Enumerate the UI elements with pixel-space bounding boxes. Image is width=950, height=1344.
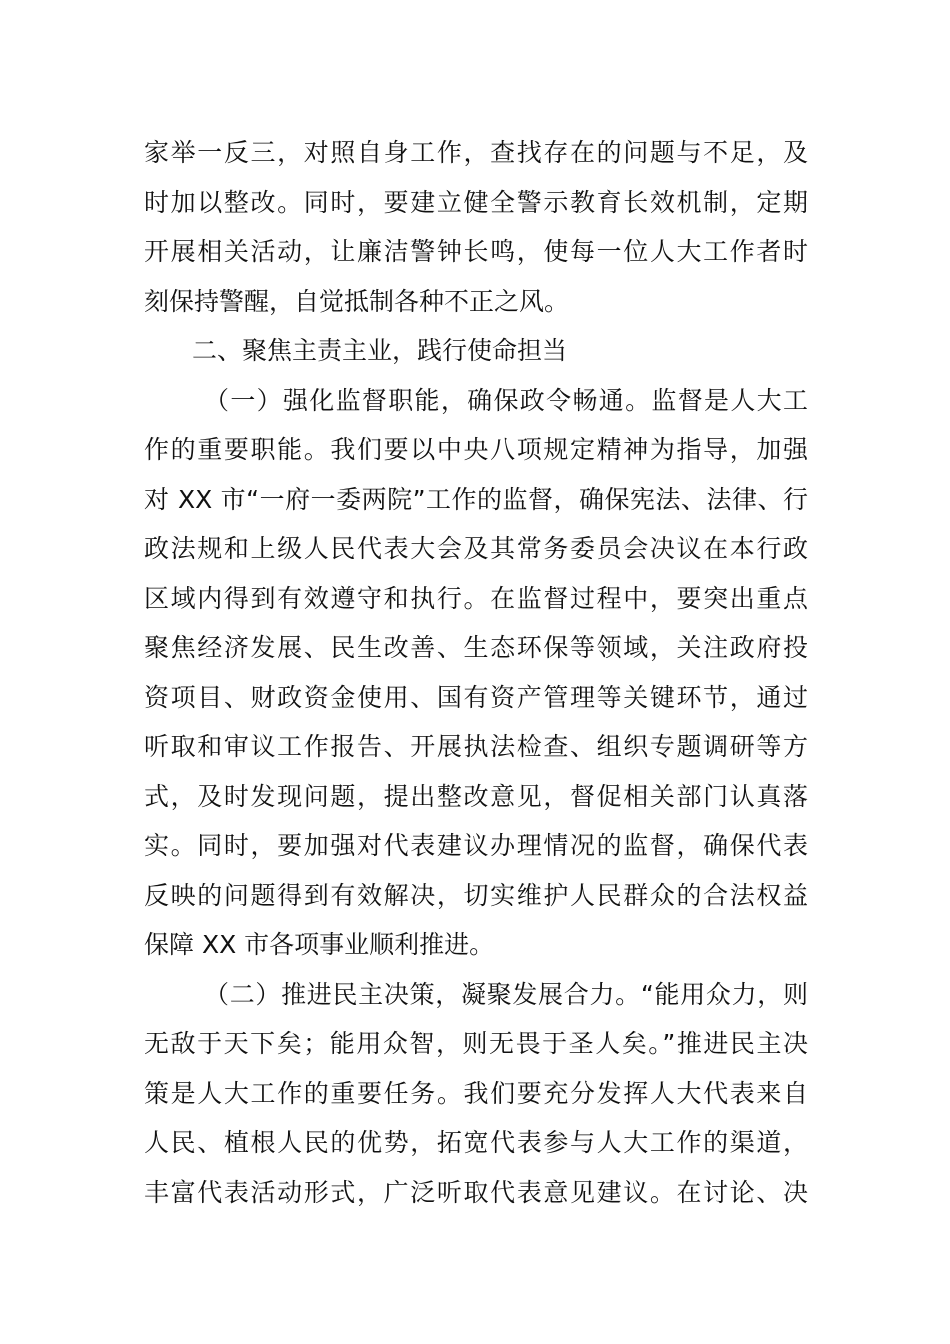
text-line: 政法规和上级人民代表大会及其常务委员会决议在本行政	[144, 534, 808, 563]
text-line: 家举一反三，对照自身工作，查找存在的问题与不足，及	[144, 138, 808, 167]
text-line: 时加以整改。同时，要建立健全警示教育长效机制，定期	[144, 187, 808, 217]
text-line: 式，及时发现问题，提出整改意见，督促相关部门认真落	[144, 781, 808, 811]
body-text	[144, 128, 808, 1217]
text-line: 区域内得到有效遵守和执行。在监督过程中，要突出重点	[144, 583, 808, 613]
section-heading: 二、聚焦主责主业，践行使命担当	[192, 336, 568, 365]
text-line: 聚焦经济发展、民生改善、生态环保等领域，关注政府投	[144, 633, 808, 662]
subsection-heading-2: （二）推进民主决策，凝聚发展合力。“能用众力，则	[204, 979, 808, 1009]
text-line: 作的重要职能。我们要以中央八项规定精神为指导，加强	[144, 435, 808, 464]
text-line: 丰富代表活动形式，广泛听取代表意见建议。在讨论、决	[144, 1177, 808, 1207]
text-line: 刻保持警醒，自觉抵制各种不正之风。	[144, 286, 570, 316]
text-line: 开展相关活动，让廉洁警钟长鸣，使每一位人大工作者时	[144, 237, 808, 266]
text-line: 人民、植根人民的优势，拓宽代表参与人大工作的渠道，	[144, 1128, 808, 1157]
text-line: 策是人大工作的重要任务。我们要充分发挥人大代表来自	[144, 1078, 808, 1108]
text-line: 对 XX 市“一府一委两院”工作的监督，确保宪法、法律、行	[144, 484, 808, 514]
text-line: 资项目、财政资金使用、国有资产管理等关键环节，通过	[144, 682, 808, 712]
text-line: 反映的问题得到有效解决，切实维护人民群众的合法权益	[144, 880, 808, 910]
text-line: 听取和审议工作报告、开展执法检查、组织专题调研等方	[144, 732, 808, 761]
text-line: 无敌于天下矣；能用众智，则无畏于圣人矣。”推进民主决	[144, 1029, 808, 1058]
text-line: 保障 XX 市各项事业顺利推进。	[144, 930, 495, 959]
subsection-heading-1: （一）强化监督职能，确保政令畅通。监督是人大工	[204, 385, 808, 415]
text-line: 实。同时，要加强对代表建议办理情况的监督，确保代表	[144, 831, 808, 860]
